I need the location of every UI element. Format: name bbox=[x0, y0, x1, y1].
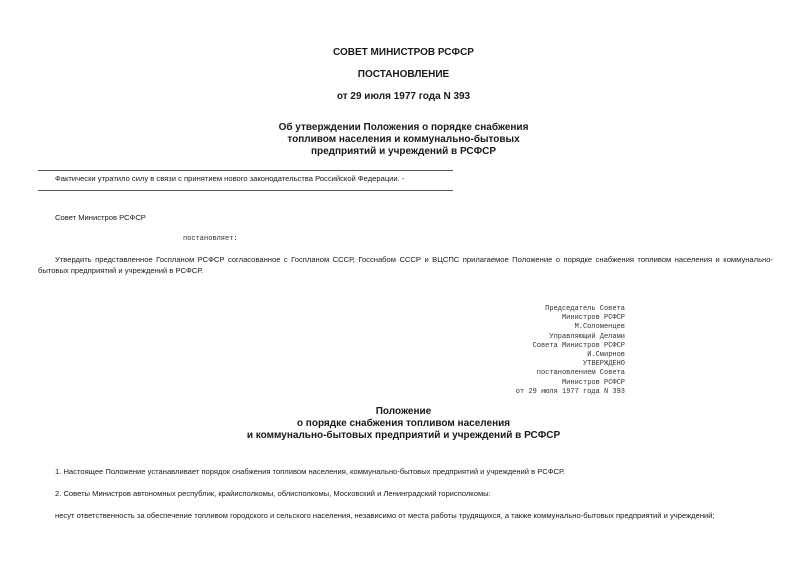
document-title bbox=[0, 122, 807, 158]
signature-line: Управляющий Делами bbox=[549, 332, 625, 341]
signature-line: И.Смирнов bbox=[587, 351, 625, 360]
signature-line: Министров РСФСР bbox=[561, 378, 625, 387]
preamble-issuer: Совет Министров РСФСР bbox=[55, 213, 146, 222]
doc-type: ПОСТАНОВЛЕНИЕ bbox=[357, 69, 450, 80]
doc-type-heading bbox=[0, 69, 807, 81]
signature-line: постановлением Совета bbox=[536, 369, 625, 378]
regulation-title-line: Положение bbox=[375, 406, 432, 417]
validity-notice: Фактически утратило силу в связи с принятием нового законодательства Российской Федерации. - bbox=[55, 174, 405, 183]
title-line: топливом населения и коммунально-бытовых bbox=[287, 134, 520, 145]
regulation-title-line: и коммунально-бытовых предприятий и учреждений в РСФСР bbox=[246, 430, 561, 441]
regulation-title bbox=[0, 406, 807, 442]
notice-rule-top bbox=[38, 170, 453, 171]
notice-rule-bottom bbox=[38, 190, 453, 191]
signature-line: от 29 июля 1977 года N 393 bbox=[515, 387, 625, 396]
preamble-text bbox=[38, 254, 773, 276]
regulation-paragraph-2: 2. Советы Министров автономных республик, крайисполкомы, облисполкомы, Московский и Ленинградский горисполкомы: bbox=[55, 489, 491, 498]
signature-line: М.Соломенцев bbox=[574, 323, 625, 332]
date-number: от 29 июля 1977 года N 393 bbox=[336, 91, 471, 102]
regulation-title-line: о порядке снабжения топливом населения bbox=[296, 418, 511, 429]
signature-line: Министров РСФСР bbox=[561, 314, 625, 323]
regulation-paragraph-3: несут ответственность за обеспечение топливом городского и сельского населения, независимо от места работы трудящихся, а также коммунально-бытовых предприятий и учреждений; bbox=[55, 511, 715, 520]
preamble-text-content: Утвердить представленное Госпланом РСФСР согласованное с Госпланом СССР, Госснабом СССР и ВЦСПС прилагаемое Положение о порядке снабжения топливом населения и коммунально-бытовых предприятий и учреждений в РСФСР. bbox=[38, 255, 773, 275]
signature-line: УТВЕРЖДЕНО bbox=[582, 360, 625, 369]
regulation-paragraph-1: 1. Настоящее Положение устанавливает порядок снабжения топливом населения, коммунально-бытовых предприятий и учреждений в РСФСР. bbox=[55, 467, 565, 476]
signature-line: Совета Министров РСФСР bbox=[532, 341, 625, 350]
date-number-heading bbox=[0, 91, 807, 103]
signature-block bbox=[440, 305, 625, 397]
issuer-org: СОВЕТ МИНИСТРОВ РСФСР bbox=[333, 47, 474, 58]
preamble-resolves: постановляет: bbox=[183, 235, 238, 243]
signature-line: Председатель Совета bbox=[545, 305, 625, 313]
title-line: Об утверждении Положения о порядке снабжения bbox=[278, 122, 529, 133]
issuer-heading bbox=[0, 47, 807, 59]
title-line: предприятий и учреждений в РСФСР bbox=[310, 146, 497, 157]
